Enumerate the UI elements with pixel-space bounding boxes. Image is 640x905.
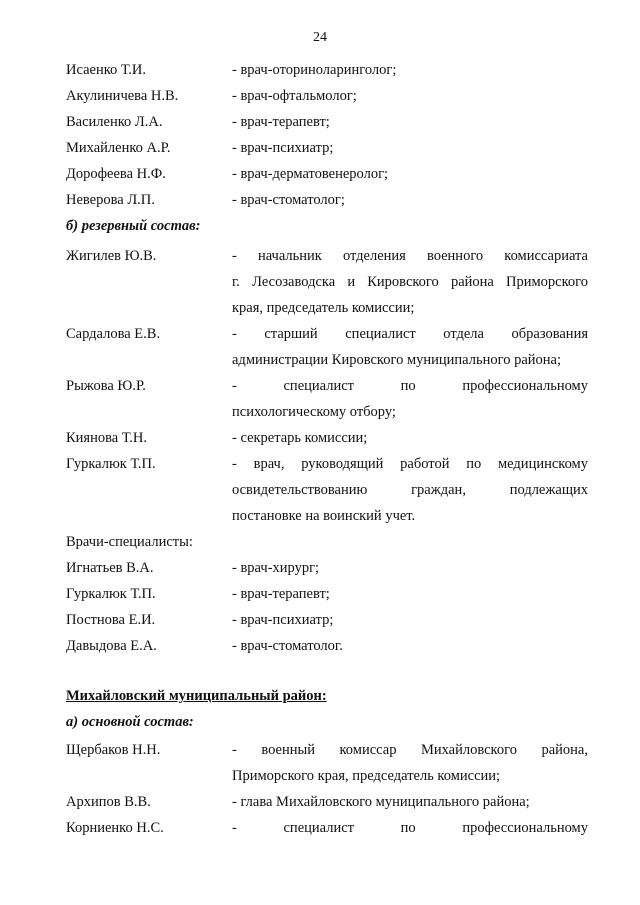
member-role: - врач-психиатр;: [232, 612, 334, 628]
member-row: [0, 246, 640, 266]
member-row: [0, 60, 640, 80]
member-row: [0, 376, 640, 396]
member-row: [0, 610, 640, 630]
member-name: Щербаков Н.Н.: [66, 742, 161, 758]
main-heading-row: [0, 712, 640, 732]
member-row: [0, 792, 640, 812]
member-name: Постнова Е.И.: [66, 612, 156, 628]
member-name: Гуркалюк Т.П.: [66, 586, 156, 602]
member-role-continuation: [0, 350, 640, 370]
member-row: [0, 818, 640, 838]
member-name: Акулиничева Н.В.: [66, 88, 179, 104]
member-role-line: Приморского края, председатель комиссии;: [232, 768, 501, 784]
district-heading: Михайловский муниципальный район:: [66, 688, 327, 704]
member-role-line: - врач, руководящий работой по медицинскому: [232, 456, 588, 472]
member-role-continuation: [0, 402, 640, 422]
member-row: [0, 558, 640, 578]
doctors-heading: Врачи-специалисты:: [66, 534, 193, 550]
member-role: - врач-терапевт;: [232, 586, 330, 602]
member-role: - врач-психиатр;: [232, 140, 334, 156]
district-heading-row: [0, 686, 640, 706]
member-role-line: - начальник отделения военного комиссариата: [232, 248, 588, 264]
member-role-line: - старший специалист отдела образования: [232, 326, 588, 342]
member-role: - врач-хирург;: [232, 560, 320, 576]
doctors-heading-row: [0, 532, 640, 552]
member-name: Рыжова Ю.Р.: [66, 378, 146, 394]
member-role: - врач-оториноларинголог;: [232, 62, 397, 78]
page-number: 24: [313, 30, 327, 45]
member-row: [0, 454, 640, 474]
member-row: [0, 164, 640, 184]
member-name: Дорофеева Н.Ф.: [66, 166, 166, 182]
member-role: - врач-офтальмолог;: [232, 88, 357, 104]
member-row: [0, 138, 640, 158]
member-role: - врач-терапевт;: [232, 114, 330, 130]
member-role: - врач-стоматолог.: [232, 638, 343, 654]
member-name: Михайленко А.Р.: [66, 140, 171, 156]
member-row: [0, 740, 640, 760]
member-role-line: г. Лесозаводска и Кировского района Приморского: [232, 274, 588, 290]
member-row: [0, 584, 640, 604]
main-heading: а) основной состав:: [66, 714, 194, 730]
member-name: Корниенко Н.С.: [66, 820, 164, 836]
reserve-heading-row: [0, 216, 640, 236]
member-name: Игнатьев В.А.: [66, 560, 154, 576]
member-role-continuation: [0, 272, 640, 292]
member-role: - врач-стоматолог;: [232, 192, 345, 208]
member-role-line: - военный комиссар Михайловского района,: [232, 742, 588, 758]
member-role-continuation: [0, 506, 640, 526]
member-row: [0, 636, 640, 656]
member-name: Архипов В.В.: [66, 794, 151, 810]
member-role-line: администрации Кировского муниципального района;: [232, 352, 561, 368]
member-name: Василенко Л.А.: [66, 114, 163, 130]
member-name: Давыдова Е.А.: [66, 638, 157, 654]
member-role-line: - специалист по профессиональному: [232, 378, 588, 394]
member-row: [0, 112, 640, 132]
member-name: Неверова Л.П.: [66, 192, 155, 208]
member-name: Исаенко Т.И.: [66, 62, 147, 78]
member-role-continuation: [0, 298, 640, 318]
member-role-line: постановке на воинский учет.: [232, 508, 416, 524]
member-role-line: края, председатель комиссии;: [232, 300, 415, 316]
member-name: Киянова Т.Н.: [66, 430, 147, 446]
member-row: [0, 324, 640, 344]
member-role-line: - секретарь комиссии;: [232, 430, 368, 446]
member-role-line: освидетельствованию граждан, подлежащих: [232, 482, 588, 498]
member-role-line: - глава Михайловского муниципального района;: [232, 794, 530, 810]
member-name: Гуркалюк Т.П.: [66, 456, 156, 472]
member-role-continuation: [0, 480, 640, 500]
member-name: Сардалова Е.В.: [66, 326, 161, 342]
member-row: [0, 428, 640, 448]
member-name: Жигилев Ю.В.: [66, 248, 157, 264]
member-row: [0, 86, 640, 106]
member-row: [0, 190, 640, 210]
member-role-line: психологическому отбору;: [232, 404, 396, 420]
member-role: - врач-дерматовенеролог;: [232, 166, 389, 182]
member-role-line: - специалист по профессиональному: [232, 820, 588, 836]
member-role-continuation: [0, 766, 640, 786]
reserve-heading: б) резервный состав:: [66, 218, 201, 234]
